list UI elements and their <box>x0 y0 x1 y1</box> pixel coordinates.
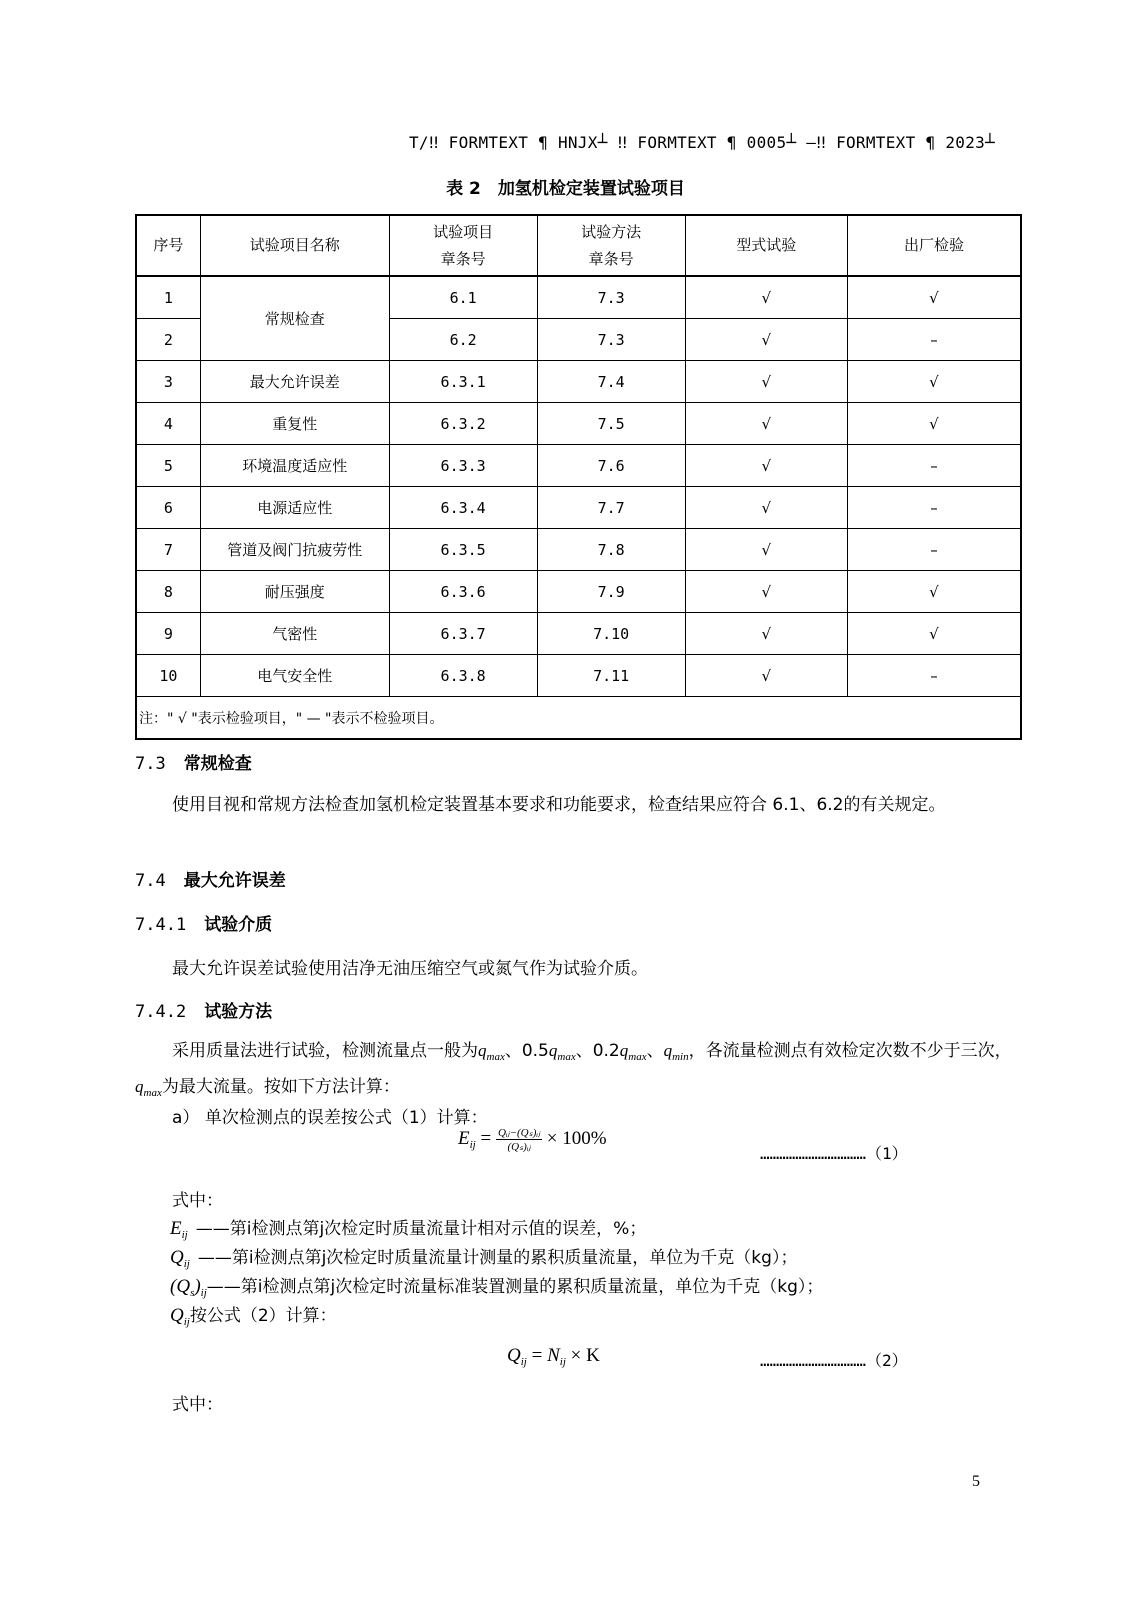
table-row <box>136 487 1021 529</box>
cell-method: 7.11 <box>537 655 685 697</box>
cell-factory: – <box>847 529 1021 571</box>
cell-name: 管道及阀门抗疲劳性 <box>200 529 389 571</box>
document-header: T/‼ FORMTEXT ¶ HNJX┴ ‼ FORMTEXT ¶ 0005┴ —‼ FORMTEXT ¶ 2023┴ <box>408 133 995 152</box>
section-title: 最大允许误差 <box>183 871 286 891</box>
table-row <box>136 445 1021 487</box>
cell-name: 常规检查 <box>200 276 389 361</box>
cell-name: 电源适应性 <box>200 487 389 529</box>
section-title: 试验方法 <box>204 1002 273 1022</box>
cell-item: 6.1 <box>389 276 537 319</box>
section-7-4-1-heading <box>135 910 272 935</box>
cell-type: √ <box>685 403 847 445</box>
cell-item: 6.3.6 <box>389 571 537 613</box>
definition-Q: $Q_{ij}$ ——第i检测点第j次检定时质量流量计测量的累积质量流量，单位为千克（kg）； <box>170 1247 798 1270</box>
section-7-3-body: 使用目视和常规方法检查加氢机检定装置基本要求和功能要求，检查结果应符合 6.1、6.2的有关规定。 <box>172 795 946 815</box>
section-7-4-2-heading <box>135 997 272 1022</box>
section-title: 试验介质 <box>204 915 273 935</box>
cell-no: 10 <box>136 655 200 697</box>
section-number: 7.3 <box>135 754 166 774</box>
cell-no: 4 <box>136 403 200 445</box>
formula-1-numerator: Qᵢⱼ−(Qₛ)ᵢⱼ <box>497 1127 541 1139</box>
cell-no: 6 <box>136 487 200 529</box>
cell-name: 耐压强度 <box>200 571 389 613</box>
cell-name: 重复性 <box>200 403 389 445</box>
cell-method: 7.4 <box>537 361 685 403</box>
section-number: 7.4.1 <box>135 915 187 935</box>
table-row <box>136 655 1021 697</box>
table-row <box>136 361 1021 403</box>
table-row <box>136 403 1021 445</box>
section-number: 7.4 <box>135 871 166 891</box>
cell-factory: √ <box>847 571 1021 613</box>
qij-formula-intro: $Q_{ij}$按公式（2）计算： <box>170 1305 337 1328</box>
cell-type: √ <box>685 571 847 613</box>
table-row <box>136 571 1021 613</box>
section-7-4-1-body: 最大允许误差试验使用洁净无油压缩空气或氮气作为试验介质。 <box>172 959 648 979</box>
list-item-a: a） 单次检测点的误差按公式（1）计算： <box>172 1108 488 1128</box>
cell-item: 6.3.5 <box>389 529 537 571</box>
cell-method: 7.6 <box>537 445 685 487</box>
cell-type: √ <box>685 529 847 571</box>
cell-type: √ <box>685 445 847 487</box>
cell-method: 7.5 <box>537 403 685 445</box>
table-note-row <box>136 697 1021 740</box>
cell-name: 电气安全性 <box>200 655 389 697</box>
cell-factory: – <box>847 487 1021 529</box>
cell-type: √ <box>685 487 847 529</box>
cell-name: 环境温度适应性 <box>200 445 389 487</box>
formula-2: $Q_{ij} = N_{ij} \times K$ <box>507 1345 600 1368</box>
header-item-clause: 试验项目 章条号 <box>389 215 537 276</box>
cell-type: √ <box>685 319 847 361</box>
formula-1: $E_{ij}$ = $\frac{\text{Qᵢⱼ−(Qₛ)ᵢⱼ}}{\text{(Qₛ)ᵢⱼ}}$ × 100% <box>458 1127 607 1153</box>
section-7-4-2-paragraph: 采用质量法进行试验，检测流量点一般为$q_{max}$、$0.5q_{max}$、$0.2q_{max}$、$q_{min}$，各流量检测点有效检定次数不少于三次，$q_{max}$为最大流量。按如下方法计算： <box>135 1041 1012 1099</box>
page-number: 5 <box>972 1473 980 1490</box>
cell-item: 6.2 <box>389 319 537 361</box>
cell-factory: √ <box>847 361 1021 403</box>
cell-no: 5 <box>136 445 200 487</box>
cell-no: 2 <box>136 319 200 361</box>
cell-factory: – <box>847 319 1021 361</box>
formula-2-number: ……………………………（2） <box>760 1351 908 1370</box>
cell-type: √ <box>685 276 847 319</box>
cell-method: 7.8 <box>537 529 685 571</box>
table-row <box>136 613 1021 655</box>
table-caption: 表 2 加氢机检定装置试验项目 <box>446 179 685 199</box>
cell-type: √ <box>685 655 847 697</box>
cell-item: 6.3.3 <box>389 445 537 487</box>
section-number: 7.4.2 <box>135 1002 187 1022</box>
cell-type: √ <box>685 613 847 655</box>
cell-factory: √ <box>847 613 1021 655</box>
header-method-clause: 试验方法 章条号 <box>537 215 685 276</box>
section-title: 常规检查 <box>183 754 252 774</box>
test-items-table <box>135 214 1022 740</box>
cell-no: 1 <box>136 276 200 319</box>
cell-factory: – <box>847 445 1021 487</box>
cell-item: 6.3.4 <box>389 487 537 529</box>
definition-E: $E_{ij}$ ——第i检测点第j次检定时质量流量计相对示值的误差，%； <box>170 1218 647 1241</box>
header-no: 序号 <box>136 215 200 276</box>
section-7-4-heading <box>135 866 286 891</box>
table-row <box>136 529 1021 571</box>
cell-no: 3 <box>136 361 200 403</box>
cell-method: 7.7 <box>537 487 685 529</box>
formula-1-number: ……………………………（1） <box>760 1144 908 1163</box>
where-label: 式中： <box>172 1191 223 1211</box>
table-note: 注：" √ "表示检验项目，" — "表示不检验项目。 <box>136 697 1021 740</box>
cell-factory: √ <box>847 403 1021 445</box>
cell-method: 7.3 <box>537 319 685 361</box>
cell-no: 7 <box>136 529 200 571</box>
header-factory-test: 出厂检验 <box>847 215 1021 276</box>
cell-item: 6.3.7 <box>389 613 537 655</box>
definition-Qs: $(Q_s)_{ij}——$第i检测点第j次检定时流量标准装置测量的累积质量流量，单位为千克（kg）； <box>170 1276 824 1299</box>
cell-no: 8 <box>136 571 200 613</box>
cell-factory: √ <box>847 276 1021 319</box>
where-label: 式中： <box>172 1395 223 1415</box>
cell-type: √ <box>685 361 847 403</box>
cell-item: 6.3.8 <box>389 655 537 697</box>
section-7-3-heading <box>135 749 252 774</box>
cell-factory: – <box>847 655 1021 697</box>
cell-item: 6.3.2 <box>389 403 537 445</box>
cell-name: 最大允许误差 <box>200 361 389 403</box>
cell-method: 7.9 <box>537 571 685 613</box>
header-name: 试验项目名称 <box>200 215 389 276</box>
cell-no: 9 <box>136 613 200 655</box>
cell-method: 7.3 <box>537 276 685 319</box>
cell-name: 气密性 <box>200 613 389 655</box>
table-header-row <box>136 215 1021 276</box>
cell-method: 7.10 <box>537 613 685 655</box>
cell-item: 6.3.1 <box>389 361 537 403</box>
formula-1-denominator: (Qₛ)ᵢⱼ <box>507 1141 531 1153</box>
table-row <box>136 276 1021 319</box>
header-type-test: 型式试验 <box>685 215 847 276</box>
